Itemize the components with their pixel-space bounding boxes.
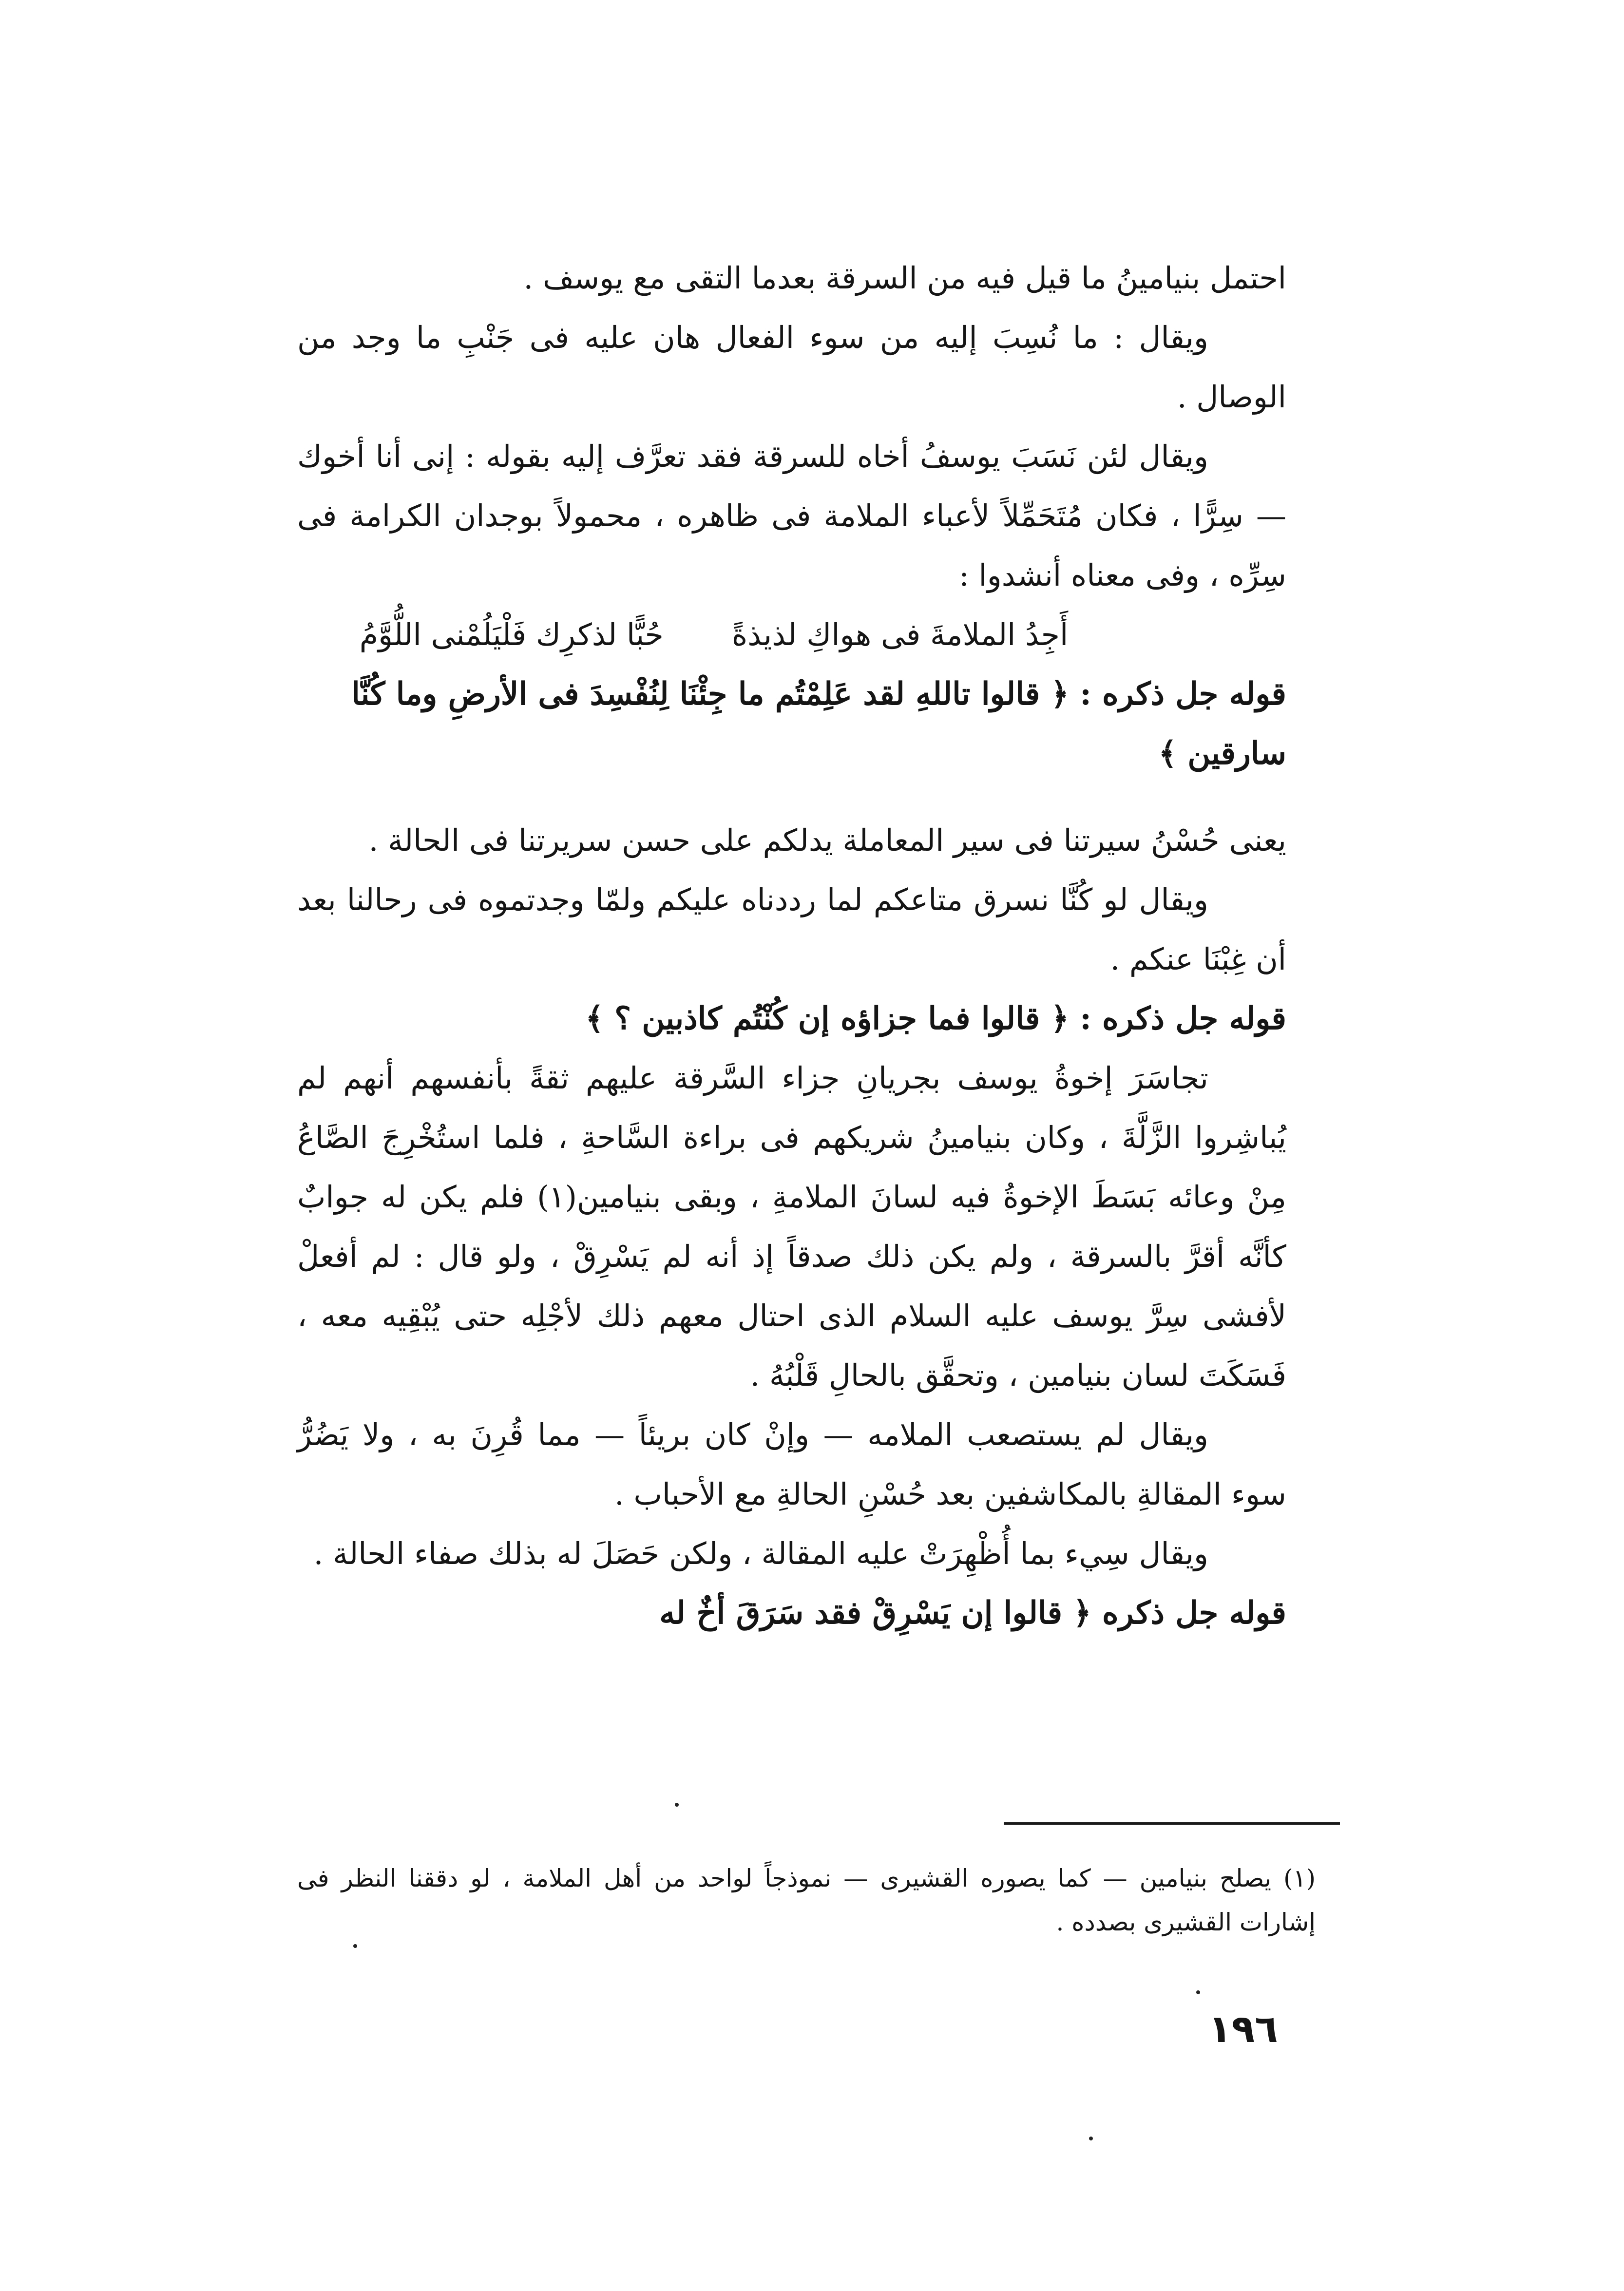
print-speck [675, 1803, 679, 1807]
paragraph-7: ويقال لم يستصعب الملامه — وإنْ كان بريئاً — مما قُرِنَ به ، ولا يَضُرُّ سوء المقالةِ بالمكاشفين بعد حُسْنِ الحالةِ مع الأحباب . [297, 1417, 1286, 1512]
poetry-verse [297, 605, 1286, 665]
paragraph-1: احتمل بنيامينُ ما قيل فيه من السرقة بعدما التقى مع يوسف . [523, 260, 1286, 296]
footnotes [297, 1856, 1316, 1944]
verse-second-hemistich: حُبًّا لذكرِك فَلْيَلُمْنى اللُّوَّمُ [359, 617, 664, 652]
paragraph-4: يعنى حُسْنُ سيرتنا فى سير المعاملة يدلكم على حسن سريرتنا فى الحالة . [368, 822, 1286, 858]
paragraph-2: ويقال : ما نُسِبَ إليه من سوء الفعال هان عليه فى جَنْبِ ما وجد من الوصال . [297, 320, 1286, 415]
main-text [297, 248, 1286, 1643]
page-number: ١٩٦ [1208, 2007, 1278, 2051]
paragraph-8: ويقال سِيء بما أُظْهِرَتْ عليه المقالة ، ولكن حَصَلَ له بذلك صفاء الحالة . [313, 1536, 1208, 1571]
print-speck [1089, 2137, 1093, 2140]
footnote-1: (١) يصلح بنيامين — كما يصوره القشيرى — نموذجاً لواحد من أهل الملامة ، لو دققنا النظر فى إشارات القشيرى بصدده . [297, 1864, 1316, 1936]
print-speck [353, 1944, 357, 1948]
print-speck [1196, 1990, 1200, 1994]
footnote-divider [1004, 1822, 1340, 1825]
verse-first-hemistich: أَجِدُ الملامةَ فى هواكِ لذيذةً [731, 617, 1069, 652]
paragraph-6: تجاسَرَ إخوةُ يوسف بجريانِ جزاء السَّرقة عليهم ثقةً بأنفسهم أنهم لم يُباشِروا الزَّلَّةَ ، وكان بنيامينُ شريكهم فى براءة السَّاحةِ ، فلما استُخْرِجَ الصَّاعُ مِنْ وعائه بَسَطَ الإخوةُ فيه لسانَ الملامةِ ، وبقى بنيامين(١) فلم يكن له جوابٌ كأنَّه أقرَّ بالسرقة ، ولم يكن ذلك صدقاً إذ أنه لم يَسْرِقْ ، ولو قال : لم أفعلْ لأفشى سِرَّ يوسف عليه السلام الذى احتال معهم ذلك لأجْلِه حتى يُبْقِيه معه ، فَسَكَتَ لسان بنيامين ، وتحقَّق بالحالِ قَلْبُهُ . [297, 1060, 1287, 1393]
quran-heading-1: قوله جل ذكره : ﴿ قالوا تاللهِ لقد عَلِمْتُم ما جِئْنَا لِنُفْسِدَ فى الأرضِ وما كُنَّا سارقين ﴾ [351, 676, 1286, 772]
quran-heading-2: قوله جل ذكره : ﴿ قالوا فما جزاؤه إن كُنْتُم كاذبين ؟ ﴾ [585, 1000, 1286, 1037]
paragraph-3: ويقال لئن نَسَبَ يوسفُ أخاه للسرقة فقد تعرَّف إليه بقوله : إنى أنا أخوك — سِرًّا ، فكان مُتَحَمِّلاً لأعباء الملامة فى ظاهره ، محمولاً بوجدان الكرامة فى سِرِّه ، وفى معناه أنشدوا : [297, 439, 1286, 593]
quran-heading-3: قوله جل ذكره ﴿ قالوا إن يَسْرِقْ فقد سَرَقَ أخٌ له [659, 1595, 1286, 1631]
paragraph-5: ويقال لو كُنَّا نسرق متاعكم لما رددناه عليكم ولمّا وجدتموه فى رحالنا بعد أن غِبْنَا عنكم . [297, 882, 1286, 977]
